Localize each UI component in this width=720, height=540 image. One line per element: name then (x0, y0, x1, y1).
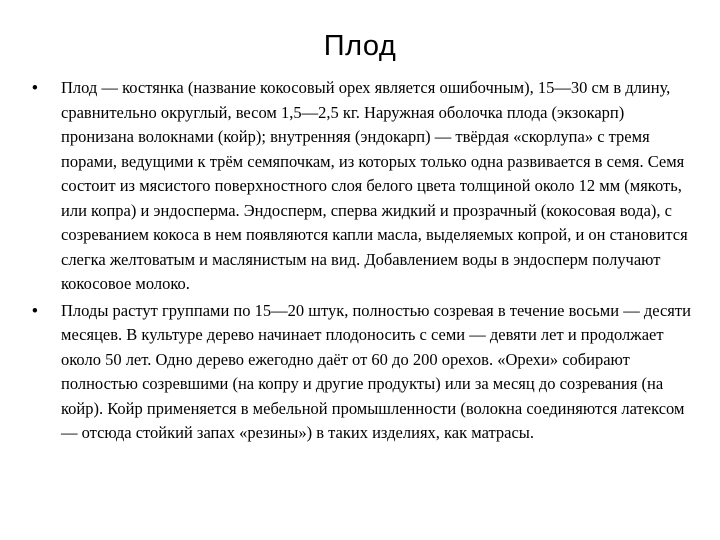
bullet-marker: • (32, 79, 38, 97)
bullet-text: Плод — костянка (название кокосовый орех является ошибочным), 15—30 см в длину, сравнительно округлый, весом 1,5—2,5 кг. Наружная оболочка плода (экзокарп) пронизана волокнами (койр); внутренняя (эндокарп) — твёрдая «скорлупа» с тремя порами, ведущими к трём семяпочкам, из которых только одна развивается в семя. Семя состоит из мясистого поверхностного слоя белого цвета толщиной около 12 мм (мякоть, или копра) и эндосперма. Эндосперм, сперва жидкий и прозрачный (кокосовая вода), с созреванием кокоса в нем появляются капли масла, выделяемых копрой, и он становится слегка желтоватым и маслянистым на вид. Добавлением воды в эндосперм получают кокосовое молоко. (61, 78, 688, 293)
bullet-item-fruit-description (30, 76, 692, 297)
bullet-marker: • (32, 301, 38, 320)
bullet-list (30, 76, 692, 448)
bullet-text: Плоды растут группами по 15—20 штук, полностью созревая в течение восьми — десяти месяцев. В культуре дерево начинает плодоносить с семи — девяти лет и продолжает около 50 лет. Одно дерево ежегодно даёт от 60 до 200 орехов. «Орехи» собирают полностью созревшими (на копру и другие продукты) или за месяц до созревания (на койр). Койр применяется в мебельной промышленности (волокна соединяются латексом — отсюда стойкий запах «резины») в таких изделиях, как матрасы. (61, 300, 691, 442)
bullet-item-fruit-growth (30, 299, 692, 446)
slide-title: Плод (323, 30, 397, 62)
